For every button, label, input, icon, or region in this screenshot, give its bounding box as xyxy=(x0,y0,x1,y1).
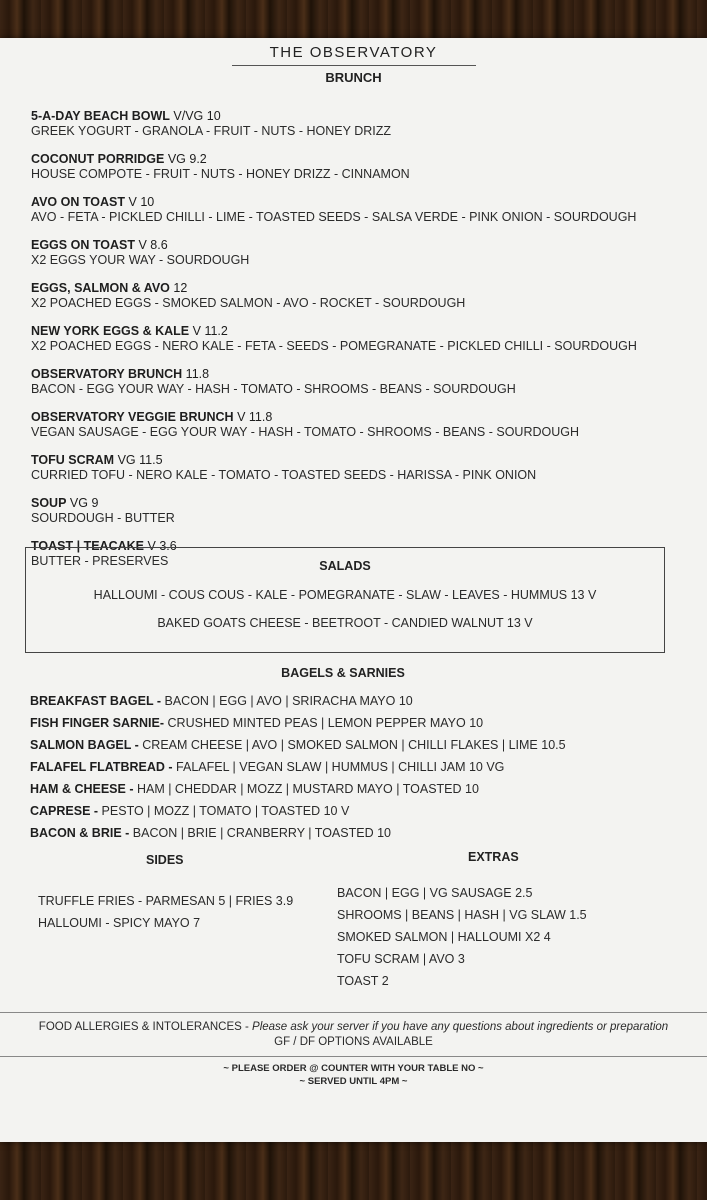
item-description: SOURDOUGH - BUTTER xyxy=(31,511,175,525)
item-name: HAM & CHEESE - xyxy=(30,782,134,796)
item-price: 9.2 xyxy=(189,152,207,166)
list-item: SHROOMS | BEANS | HASH | VG SLAW 1.5 xyxy=(337,908,587,922)
title-divider xyxy=(232,65,476,66)
list-item: TOFU SCRAM | AVO 3 xyxy=(337,952,465,966)
list-item xyxy=(30,734,680,756)
salad-line: BAKED GOATS CHEESE - BEETROOT - CANDIED WALNUT 13 V xyxy=(157,616,533,630)
list-item xyxy=(31,367,681,397)
brunch-heading: BRUNCH xyxy=(325,70,382,85)
item-name: NEW YORK EGGS & KALE xyxy=(31,324,190,338)
item-price: 3.6 xyxy=(159,539,177,553)
item-name: TOAST | TEACAKE xyxy=(31,539,144,553)
item-price: 8.6 xyxy=(150,238,168,252)
item-description: CURRIED TOFU - NERO KALE - TOMATO - TOASTED SEEDS - HARISSA - PINK ONION xyxy=(31,468,537,482)
order-notice xyxy=(0,1062,707,1088)
item-price: 12 xyxy=(173,281,188,295)
item-description: HAM | CHEDDAR | MOZZ | MUSTARD MAYO | TOASTED 10 xyxy=(133,782,479,796)
item-tag: V xyxy=(138,238,147,252)
list-item: TOAST 2 xyxy=(337,974,389,988)
item-tag: V xyxy=(147,539,156,553)
item-name: BACON & BRIE - xyxy=(30,826,130,840)
served-until: ~ SERVED UNTIL 4PM ~ xyxy=(299,1076,408,1087)
item-description: VEGAN SAUSAGE - EGG YOUR WAY - HASH - TOMATO - SHROOMS - BEANS - SOURDOUGH xyxy=(31,425,579,439)
sides-heading: SIDES xyxy=(146,853,184,867)
menu-header xyxy=(0,44,707,85)
list-item xyxy=(31,496,681,526)
item-description: BUTTER - PRESERVES xyxy=(31,554,169,568)
item-price: 10 xyxy=(140,195,155,209)
item-name: SOUP xyxy=(31,496,67,510)
item-tag: VG xyxy=(117,453,136,467)
item-description: HOUSE COMPOTE - FRUIT - NUTS - HONEY DRIZZ - CINNAMON xyxy=(31,167,410,181)
list-item xyxy=(30,712,680,734)
item-description: PESTO | MOZZ | TOMATO | TOASTED 10 V xyxy=(98,804,350,818)
allergy-text: Please ask your server if you have any questions about ingredients or preparation xyxy=(252,1021,669,1033)
extras-heading: EXTRAS xyxy=(468,850,519,864)
list-item xyxy=(31,109,681,139)
item-name: FALAFEL FLATBREAD - xyxy=(30,760,173,774)
list-item xyxy=(31,195,681,225)
item-name: OBSERVATORY BRUNCH xyxy=(31,367,183,381)
item-description: CRUSHED MINTED PEAS | LEMON PEPPER MAYO 10 xyxy=(164,716,484,730)
item-name: SALMON BAGEL - xyxy=(30,738,139,752)
item-name: EGGS ON TOAST xyxy=(31,238,135,252)
item-name: AVO ON TOAST xyxy=(31,195,125,209)
item-description: BACON | EGG | AVO | SRIRACHA MAYO 10 xyxy=(161,694,413,708)
list-item xyxy=(31,152,681,182)
gf-df-note: GF / DF OPTIONS AVAILABLE xyxy=(274,1036,433,1048)
item-name: TOFU SCRAM xyxy=(31,453,115,467)
restaurant-title: THE OBSERVATORY xyxy=(269,44,438,61)
allergy-label: FOOD ALLERGIES & INTOLERANCES - xyxy=(38,1021,253,1033)
list-item xyxy=(30,690,680,712)
item-description: AVO - FETA - PICKLED CHILLI - LIME - TOASTED SEEDS - SALSA VERDE - PINK ONION - SOURDOUGH xyxy=(31,210,637,224)
sides-list xyxy=(38,890,293,934)
item-name: EGGS, SALMON & AVO xyxy=(31,281,170,295)
item-description: BACON - EGG YOUR WAY - HASH - TOMATO - SHROOMS - BEANS - SOURDOUGH xyxy=(31,382,516,396)
item-price: 11.8 xyxy=(248,410,273,424)
item-price: 11.5 xyxy=(139,453,163,467)
item-tag: V xyxy=(128,195,137,209)
list-item xyxy=(31,453,681,483)
item-name: OBSERVATORY VEGGIE BRUNCH xyxy=(31,410,234,424)
bagels-list xyxy=(30,690,680,844)
item-name: 5-A-DAY BEACH BOWL xyxy=(31,109,170,123)
item-price: 10 xyxy=(206,109,221,123)
list-item: SMOKED SALMON | HALLOUMI X2 4 xyxy=(337,930,551,944)
list-item: HALLOUMI - SPICY MAYO 7 xyxy=(38,916,201,930)
extras-list xyxy=(337,882,587,992)
allergy-notice xyxy=(0,1020,707,1050)
item-description: X2 POACHED EGGS - NERO KALE - FETA - SEEDS - POMEGRANATE - PICKLED CHILLI - SOURDOUGH xyxy=(31,339,637,353)
bagels-heading: BAGELS & SARNIES xyxy=(281,666,405,680)
item-name: BREAKFAST BAGEL - xyxy=(30,694,162,708)
list-item xyxy=(31,281,681,311)
item-price: 11.8 xyxy=(185,367,210,381)
item-tag: VG xyxy=(167,152,186,166)
footer-divider xyxy=(0,1056,707,1057)
list-item xyxy=(30,822,680,844)
item-description: BACON | BRIE | CRANBERRY | TOASTED 10 xyxy=(129,826,391,840)
list-item xyxy=(30,778,680,800)
salad-line: HALLOUMI - COUS COUS - KALE - POMEGRANATE - SLAW - LEAVES - HUMMUS 13 V xyxy=(93,588,597,602)
list-item xyxy=(31,238,681,268)
item-name: CAPRESE - xyxy=(30,804,99,818)
order-note: ~ PLEASE ORDER @ COUNTER WITH YOUR TABLE NO ~ xyxy=(223,1063,484,1074)
list-item xyxy=(31,324,681,354)
item-tag: V xyxy=(237,410,246,424)
list-item xyxy=(30,800,680,822)
item-tag: V xyxy=(192,324,201,338)
list-item: TRUFFLE FRIES - PARMESAN 5 | FRIES 3.9 xyxy=(38,894,294,908)
item-description: GREEK YOGURT - GRANOLA - FRUIT - NUTS - HONEY DRIZZ xyxy=(31,124,391,138)
item-description: X2 POACHED EGGS - SMOKED SALMON - AVO - ROCKET - SOURDOUGH xyxy=(31,296,466,310)
item-price: 9 xyxy=(91,496,99,510)
brunch-list xyxy=(31,109,681,582)
salads-heading: SALADS xyxy=(319,559,371,573)
item-name: FISH FINGER SARNIE- xyxy=(30,716,165,730)
item-price: 11.2 xyxy=(204,324,228,338)
item-description: FALAFEL | VEGAN SLAW | HUMMUS | CHILLI JAM 10 VG xyxy=(172,760,505,774)
footer-divider xyxy=(0,1012,707,1013)
item-description: CREAM CHEESE | AVO | SMOKED SALMON | CHILLI FLAKES | LIME 10.5 xyxy=(138,738,566,752)
item-description: X2 EGGS YOUR WAY - SOURDOUGH xyxy=(31,253,250,267)
item-name: COCONUT PORRIDGE xyxy=(31,152,165,166)
list-item xyxy=(30,756,680,778)
list-item: BACON | EGG | VG SAUSAGE 2.5 xyxy=(337,886,533,900)
item-tag: VG xyxy=(69,496,88,510)
salads-box xyxy=(25,547,665,653)
item-tag: V/VG xyxy=(173,109,204,123)
list-item xyxy=(31,410,681,440)
